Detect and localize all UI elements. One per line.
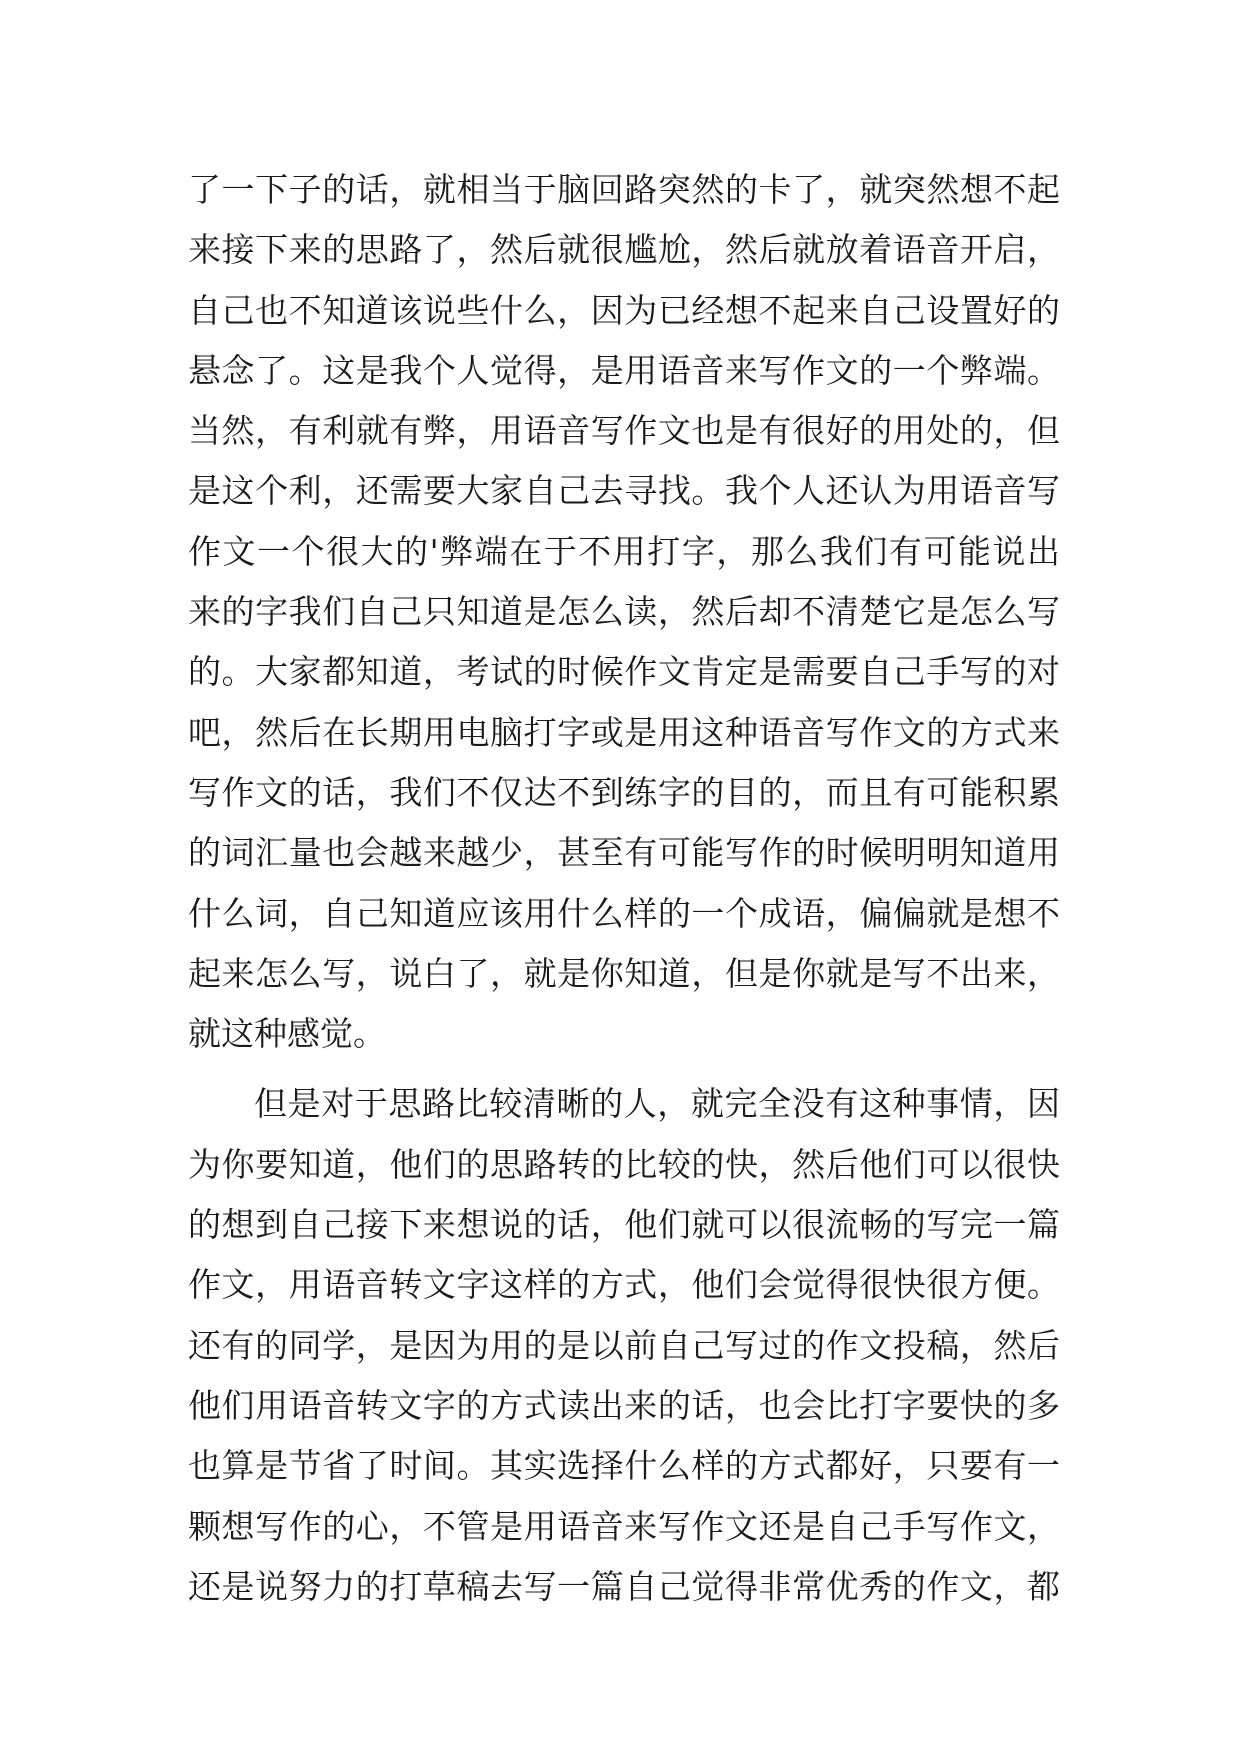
text-line: 来的字我们自己只知道是怎么读，然后却不清楚它是怎么写 bbox=[188, 592, 1060, 632]
text-line: 的。大家都知道，考试的时候作文肯定是需要自己手写的对 bbox=[188, 652, 1060, 692]
text-line: 但是对于思路比较清晰的人，就完全没有这种事情，因 bbox=[254, 1084, 1060, 1124]
paragraph-gap bbox=[188, 1064, 1060, 1074]
text-line: 什么词，自己知道应该用什么样的一个成语，偏偏就是想不 bbox=[188, 893, 1060, 933]
text-line: 是这个利，还需要大家自己去寻找。我个人还认为用语音写 bbox=[188, 471, 1060, 511]
text-line: 的词汇量也会越来越少，甚至有可能写作的时候明明知道用 bbox=[188, 833, 1060, 873]
paragraph bbox=[188, 1074, 1060, 1617]
text-line: 作文，用语音转文字这样的方式，他们会觉得很快很方便。 bbox=[188, 1265, 1060, 1305]
text-line: 作文一个很大的'弊端在于不用打字，那么我们有可能说出 bbox=[188, 531, 1060, 571]
text-line: 他们用语音转文字的方式读出来的话，也会比打字要快的多 bbox=[188, 1385, 1060, 1425]
text-line: 当然，有利就有弊，用语音写作文也是有很好的用处的，但 bbox=[188, 411, 1060, 451]
text-line: 悬念了。这是我个人觉得，是用语音来写作文的一个弊端。 bbox=[188, 350, 1060, 390]
text-line: 起来怎么写，说白了，就是你知道，但是你就是写不出来， bbox=[188, 953, 1060, 993]
text-line: 就这种感觉。 bbox=[188, 1014, 386, 1054]
body-text bbox=[188, 160, 1060, 1617]
text-line: 写作文的话，我们不仅达不到练字的目的，而且有可能积累 bbox=[188, 772, 1060, 812]
text-line: 了一下子的话，就相当于脑回路突然的卡了，就突然想不起 bbox=[188, 170, 1060, 209]
paragraph bbox=[188, 160, 1060, 1064]
text-line: 为你要知道，他们的思路转的比较的快，然后他们可以很快 bbox=[188, 1144, 1060, 1184]
text-line: 吧，然后在长期用电脑打字或是用这种语音写作文的方式来 bbox=[188, 712, 1060, 752]
text-line: 来接下来的思路了，然后就很尴尬，然后就放着语音开启， bbox=[188, 230, 1060, 270]
text-line: 的想到自己接下来想说的话，他们就可以很流畅的写完一篇 bbox=[188, 1205, 1060, 1245]
text-line: 还有的同学，是因为用的是以前自己写过的作文投稿，然后 bbox=[188, 1325, 1060, 1365]
text-line: 也算是节省了时间。其实选择什么样的方式都好，只要有一 bbox=[188, 1446, 1060, 1486]
text-line: 颗想写作的心，不管是用语音来写作文还是自己手写作文， bbox=[188, 1506, 1060, 1546]
text-line: 自己也不知道该说些什么，因为已经想不起来自己设置好的 bbox=[188, 290, 1060, 330]
text-line: 还是说努力的打草稿去写一篇自己觉得非常优秀的作文，都 bbox=[188, 1566, 1060, 1606]
